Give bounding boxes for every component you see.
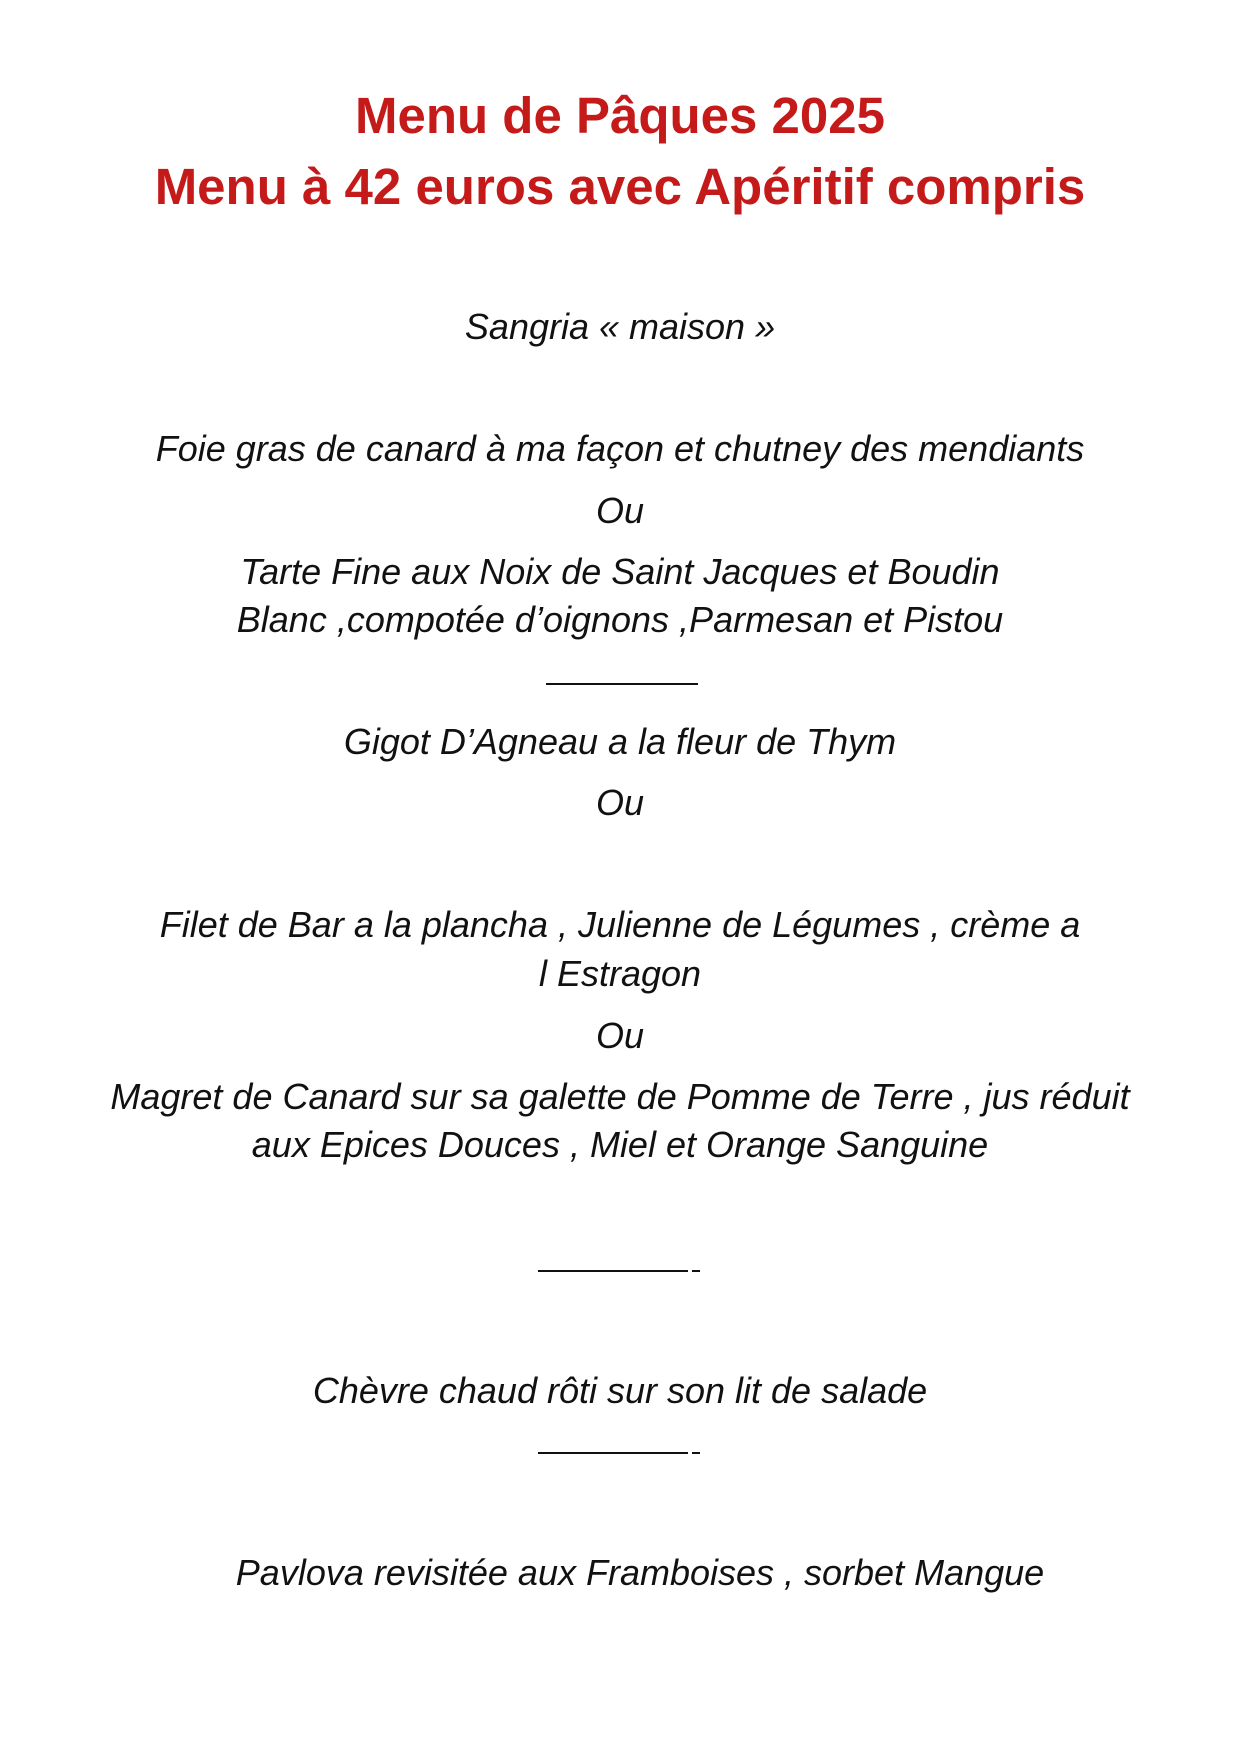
separator-dash <box>692 1452 700 1454</box>
plat-option-2-line-2: l Estragon <box>538 953 702 994</box>
course-separator <box>546 683 698 685</box>
aperitif-item: Sangria « maison » <box>464 306 776 347</box>
course-separator <box>538 1452 688 1454</box>
menu-subtitle-price: Menu à 42 euros avec Apéritif compris <box>154 158 1086 215</box>
entree-option-1: Foie gras de canard à ma façon et chutney des mendiants <box>155 428 1085 469</box>
dessert-item: Pavlova revisitée aux Framboises , sorbet Mangue <box>235 1552 1045 1593</box>
entree-option-2-line-2: Blanc ,compotée d’oignons ,Parmesan et Pistou <box>236 599 1004 640</box>
fromage-item: Chèvre chaud rôti sur son lit de salade <box>312 1370 928 1411</box>
plat-option-2-line-1: Filet de Bar a la plancha , Julienne de Légumes , crème a <box>159 904 1081 945</box>
separator-dash <box>692 1270 700 1272</box>
entree-or: Ou <box>595 490 645 531</box>
menu-title: Menu de Pâques 2025 <box>354 87 886 144</box>
plat-or-1: Ou <box>595 782 645 823</box>
entree-option-2-line-1: Tarte Fine aux Noix de Saint Jacques et Boudin <box>240 551 1000 592</box>
course-separator <box>538 1270 688 1272</box>
plat-option-3-line-1: Magret de Canard sur sa galette de Pomme de Terre , jus réduit <box>110 1076 1130 1117</box>
plat-option-1: Gigot D’Agneau a la fleur de Thym <box>343 721 897 762</box>
plat-or-2: Ou <box>595 1015 645 1056</box>
plat-option-3-line-2: aux Epices Douces , Miel et Orange Sanguine <box>251 1124 989 1165</box>
